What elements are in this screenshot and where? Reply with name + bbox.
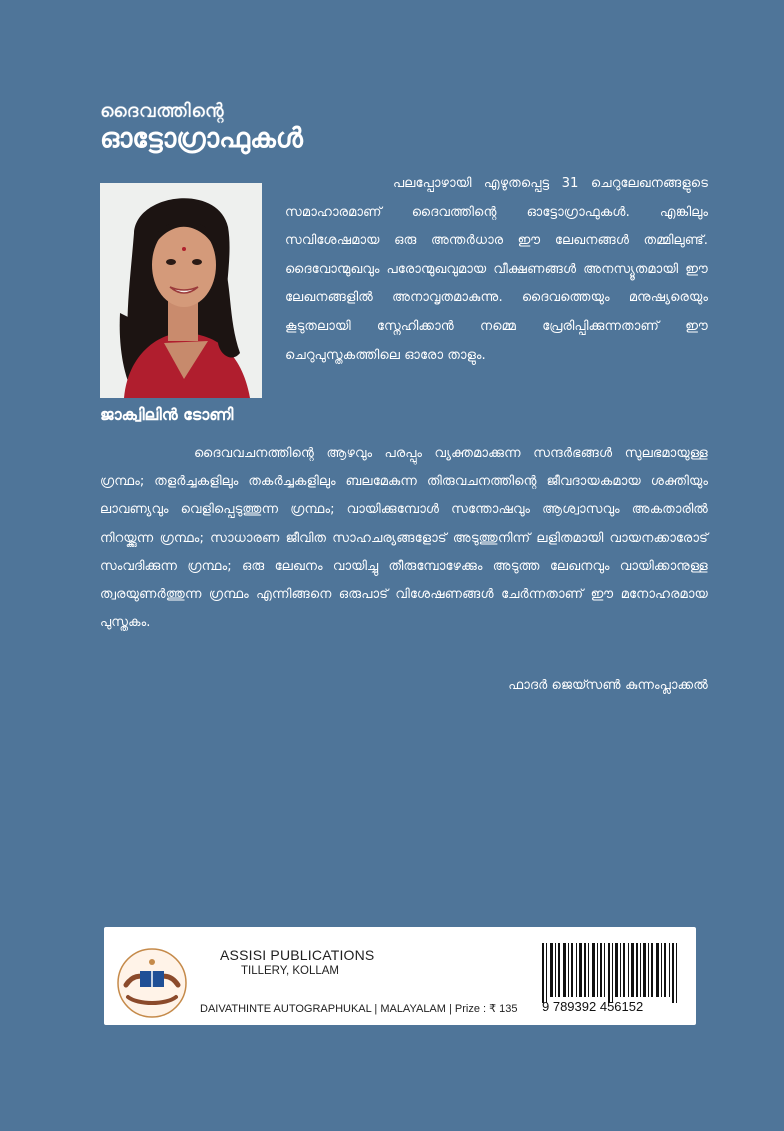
barcode-icon [542, 943, 678, 1003]
publisher-footer [104, 927, 696, 1025]
title-line-1: ദൈവത്തിന്റെ [100, 100, 225, 122]
author-photo [100, 183, 262, 398]
book-title [100, 100, 340, 156]
review-text: ദൈവവചനത്തിന്റെ ആഴവും പരപ്പും വ്യക്തമാക്കുന്ന സന്ദർഭങ്ങൾ സുലഭമായുള്ള ഗ്രന്ഥം; തളർച്ചകളിലും തകർച്ചകളിലും ബലമേകുന്ന തിരുവചനത്തിന്റെ ജീവദായകമായ ശക്തിയും ലാവണ്യവും വെളിപ്പെടുത്തുന്ന ഗ്രന്ഥം; വായിക്കുമ്പോൾ സന്തോഷവും ആശ്വാസവും അകതാരിൽ നിറയ്ക്കുന്ന ഗ്രന്ഥം; സാധാരണ ജീവിത സാഹചര്യങ്ങളോട് അടുത്തുനിന്ന് ലളിതമായി വായനക്കാരോട് സംവദിക്കുന്ന ഗ്രന്ഥം; ഒരു ലേഖനം വായിച്ചു തീരുമ്പോഴേക്കും അടുത്ത ലേഖനവും വായിക്കാനുള്ള ത്വരയുണർത്തുന്ന ഗ്രന്ഥം എന്നിങ്ങനെ ഒരുപാട് വിശേഷണങ്ങൾ ചേർന്നതാണ് ഈ മനോഹരമായ പുസ്തകം. [100, 446, 708, 631]
author-portrait-icon [100, 183, 262, 398]
book-info-line: DAIVATHINTE AUTOGRAPHUKAL | MALAYALAM | Prize : ₹ 135 [200, 1003, 518, 1015]
reviewer-name: ഫാദർ ജെയ്സൺ കുന്നംപ്ലാക്കൽ [508, 678, 708, 693]
book-logo-icon [114, 945, 190, 1021]
publisher-name: ASSISI PUBLICATIONS [220, 947, 375, 963]
title-line-2: ഓട്ടോഗ്രാഫുകൾ [100, 123, 303, 154]
publisher-place: TILLERY, KOLLAM [241, 965, 340, 977]
author-name: ജാക്വിലിൻ ടോണി [100, 405, 234, 424]
book-blurb: പലപ്പോഴായി എഴുതപ്പെട്ട 31 ചെറുലേഖനങ്ങളുടെ സമാഹാരമാണ് ദൈവത്തിന്റെ ഓട്ടോഗ്രാഫുകൾ. എങ്കിലും സവിശേഷമായ ഒരു അന്തർധാര ഈ ലേഖനങ്ങൾ തമ്മിലുണ്ട്. ദൈവോന്മുഖവും പരോന്മുഖവുമായ വീക്ഷണങ്ങൾ അനസ്യൂതമായി ഈ ലേഖനങ്ങളിൽ അനാവൃതമാകുന്നു. ദൈവത്തെയും മനുഷ്യരെയും കൂടുതലായി സ്നേഹിക്കാൻ നമ്മെ പ്രേരിപ്പിക്കുന്നതാണ് ഈ ചെറുപുസ്തകത്തിലെ ഓരോ താളും. [285, 176, 708, 363]
isbn-number: 9 789392 456152 [542, 999, 644, 1014]
